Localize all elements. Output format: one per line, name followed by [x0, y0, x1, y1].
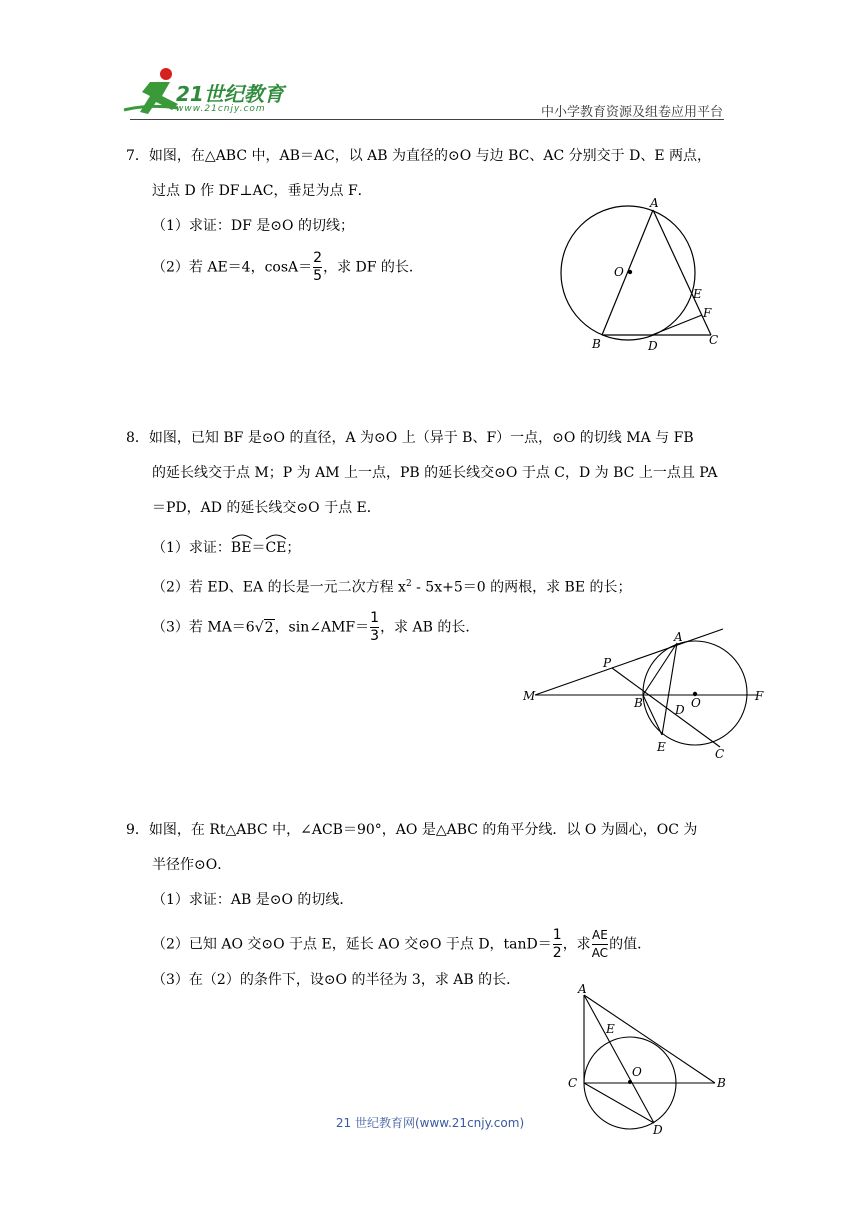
page-header	[0, 0, 860, 125]
logo-text: 21世纪教育	[176, 82, 284, 106]
q9-label-A: A	[578, 982, 587, 996]
q9-label-C: C	[568, 1076, 578, 1090]
q8-label-P: P	[603, 656, 612, 670]
header-divider	[130, 119, 724, 120]
page-footer: 21 世纪教育网(www.21cnjy.com)	[335, 1116, 525, 1130]
q9-frac-den: 2	[552, 945, 562, 961]
q7-label-E: E	[693, 287, 702, 301]
q8-arc-be	[231, 534, 252, 558]
q8-number: 8．	[126, 430, 149, 446]
q8-sqrt: √2	[254, 619, 274, 636]
logo-url: www.21cnjy.com	[176, 104, 266, 114]
q8-part2-sup: 2	[405, 579, 412, 589]
q8-label-F: F	[755, 689, 764, 703]
q8-frac-den: 3	[370, 628, 380, 644]
q8-part3-text-b: ，sin∠AMF＝	[274, 619, 370, 636]
q8-figure	[515, 625, 770, 765]
q8-label-D: D	[675, 703, 685, 717]
q9-part2-text-b: ，求	[562, 936, 591, 953]
q9-label-D: D	[653, 1123, 663, 1137]
q7-part2-text-a: （2）若 AE＝4，cosA＝	[152, 259, 313, 276]
q7-part2-text-b: ，求 DF 的长．	[323, 259, 423, 276]
q7-label-D: D	[648, 339, 658, 353]
q9-part2-text-c: 的值．	[609, 936, 652, 953]
q8-arc-ce	[265, 534, 286, 558]
q9-ratio-den: AC	[591, 946, 609, 960]
q7-label-C: C	[709, 333, 719, 347]
q9-text-1: 如图，在 Rt△ABC 中，∠ACB＝90°，AO 是△ABC 的角平分线．以 O 为圆心，OC 为	[148, 822, 698, 838]
q8-part2	[152, 574, 632, 598]
q8-label-E: E	[657, 740, 666, 754]
q7-cos-fraction	[313, 251, 322, 284]
q9-frac-num: 1	[552, 927, 562, 943]
q7-frac-den: 5	[313, 268, 323, 284]
q7-label-O: O	[614, 265, 624, 279]
q9-part2-text-a: （2）已知 AO 交⊙O 于点 E，延长 AO 交⊙O 于点 D，tanD＝	[152, 936, 552, 953]
q9-ratio-fraction	[592, 928, 608, 961]
q8-label-B: B	[634, 696, 643, 710]
q8-part3-text-c: ，求 AB 的长．	[380, 619, 480, 636]
q8-sqrt-value: 2	[264, 619, 274, 636]
platform-name: 中小学教育资源及组卷应用平台	[540, 105, 723, 120]
q8-part1-text-b: ；	[286, 540, 301, 556]
q8-part2-text-b: - 5x+5＝0 的两根，求 BE 的长；	[411, 579, 632, 596]
q9-line2: 半径作⊙O．	[152, 857, 232, 873]
q8-part1-eq: ＝	[251, 540, 266, 556]
q8-line1	[126, 428, 694, 448]
q7-label-A: A	[650, 196, 659, 210]
q9-label-E: E	[606, 1022, 615, 1036]
q8-part1	[152, 534, 300, 558]
q9-label-O: O	[632, 1065, 642, 1079]
q8-arc1-label: BE	[230, 540, 252, 556]
q8-arc2-label: CE	[265, 540, 287, 556]
q8-line3: ＝PD，AD 的延长线交⊙O 于点 E．	[152, 500, 381, 516]
q9-number: 9．	[126, 822, 149, 838]
q9-part3: （3）在（2）的条件下，设⊙O 的半径为 3，求 AB 的长．	[152, 972, 521, 988]
q8-frac-num: 1	[370, 610, 380, 626]
q8-part3-text-a: （3）若 MA＝6	[152, 619, 255, 636]
q7-number: 7．	[126, 148, 149, 164]
q7-line1	[126, 146, 711, 166]
q8-label-O: O	[691, 696, 701, 710]
q7-text-1: 如图，在△ABC 中，AB＝AC，以 AB 为直径的⊙O 与边 BC、AC 分别交于 D、E 两点，	[148, 148, 712, 164]
q9-part2	[152, 928, 651, 961]
q7-label-B: B	[592, 337, 601, 351]
q8-text-1: 如图，已知 BF 是⊙O 的直径，A 为⊙O 上（异于 B、F）一点，⊙O 的切线 MA 与 FB	[148, 430, 694, 446]
q7-part2	[152, 251, 423, 284]
q8-part2-text-a: （2）若 ED、EA 的长是一元二次方程 x	[152, 579, 406, 596]
q7-part1: （1）求证：DF 是⊙O 的切线；	[152, 218, 354, 234]
q9-part1: （1）求证：AB 是⊙O 的切线．	[152, 892, 354, 908]
q7-label-F: F	[703, 306, 712, 320]
q8-label-C: C	[715, 747, 725, 761]
q7-frac-num: 2	[313, 250, 323, 266]
q8-label-A: A	[674, 630, 683, 644]
q8-label-M: M	[523, 689, 536, 703]
q8-part1-text-a: （1）求证：	[152, 540, 231, 556]
q7-line2: 过点 D 作 DF⊥AC，垂足为点 F．	[152, 183, 372, 199]
q9-line1	[126, 820, 697, 840]
q7-figure	[555, 190, 740, 355]
q8-sin-fraction	[370, 611, 379, 644]
q9-ratio-num: AE	[591, 928, 608, 942]
q9-tan-fraction	[553, 928, 562, 961]
q9-label-B: B	[717, 1076, 726, 1090]
logo	[118, 66, 298, 122]
q8-part3	[152, 611, 479, 644]
q8-line2: 的延长线交于点 M；P 为 AM 上一点，PB 的延长线交⊙O 于点 C，D 为 BC 上一点且 PA	[152, 465, 718, 481]
